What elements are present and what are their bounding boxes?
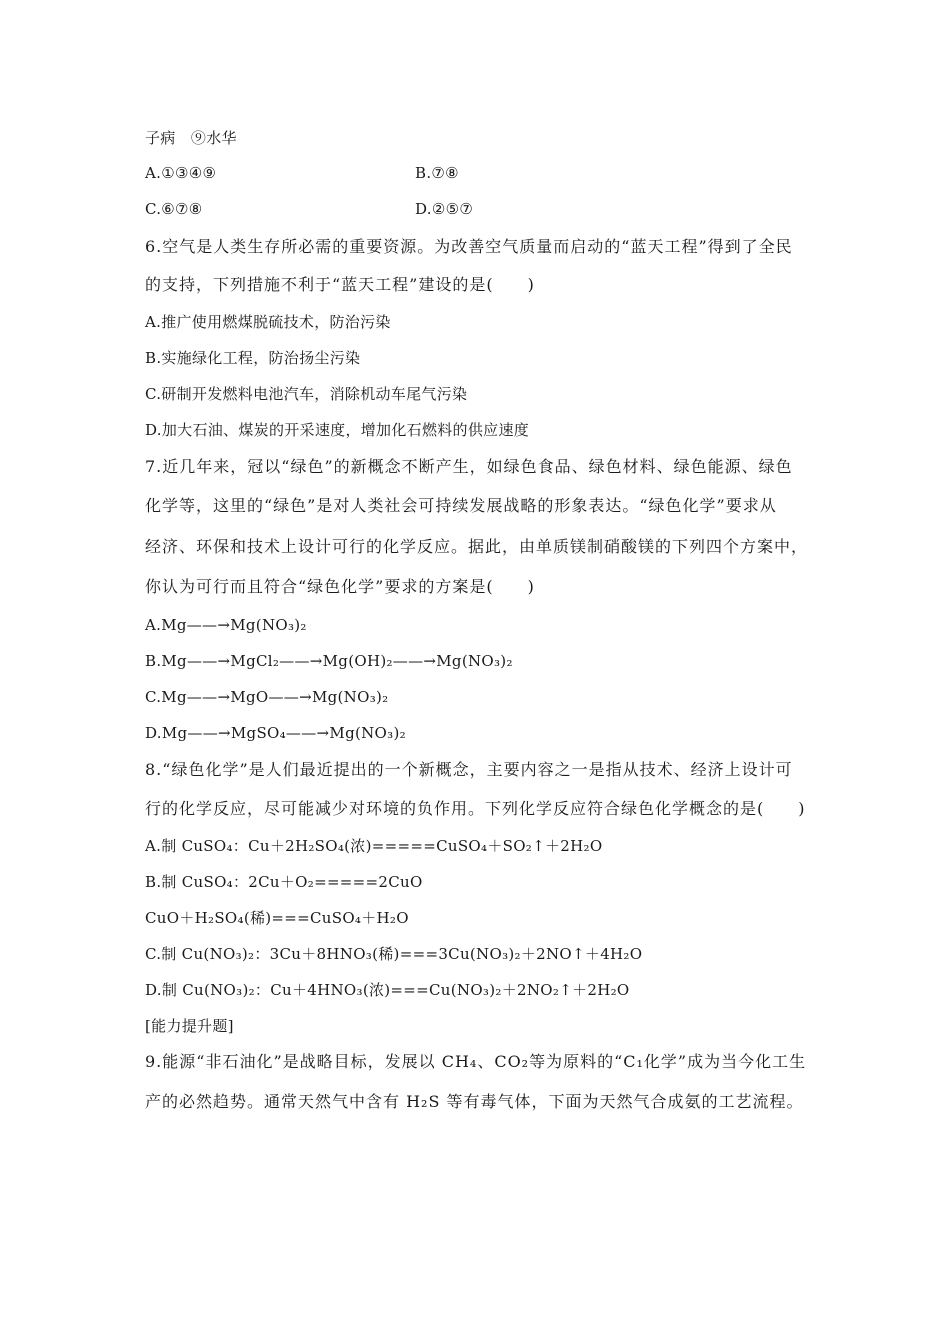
q8-option-c: C.制 Cu(NO₃)₂：3Cu＋8HNO₃(稀)===3Cu(NO₃)₂＋2NO↑＋4H₂O	[145, 945, 643, 963]
q6-option-d: D.加大石油、煤炭的开采速度，增加化石燃料的供应速度	[145, 421, 530, 439]
q5-option-b: B.⑦⑧	[415, 164, 459, 182]
section-heading: [能力提升题]	[145, 1017, 234, 1035]
q5-option-c: C.⑥⑦⑧	[145, 200, 203, 218]
q6-option-c: C.研制开发燃料电池汽车，消除机动车尾气污染	[145, 385, 468, 403]
q7-stem-line-2: 化学等，这里的“绿色”是对人类社会可持续发展战略的形象表达。“绿色化学”要求从	[145, 496, 777, 515]
q7-stem-line-1: 7.近几年来，冠以“绿色”的新概念不断产生，如绿色食品、绿色材料、绿色能源、绿色	[145, 457, 793, 476]
q6-stem-line-2: 的支持，下列措施不利于“蓝天工程”建设的是( )	[145, 275, 535, 294]
q8-stem-line-1: 8.“绿色化学”是人们最近提出的一个新概念，主要内容之一是指从技术、经济上设计可	[145, 760, 793, 779]
q6-option-b: B.实施绿化工程，防治扬尘污染	[145, 349, 361, 367]
q5-option-a: A.①③④⑨	[145, 164, 217, 182]
q8-option-b-line-2: CuO＋H₂SO₄(稀)===CuSO₄＋H₂O	[145, 909, 409, 927]
q5-option-d: D.②⑤⑦	[415, 200, 474, 218]
q9-stem-line-1: 9.能源“非石油化”是战略目标，发展以 CH₄、CO₂等为原料的“C₁化学”成为当今化工生	[145, 1052, 807, 1071]
q7-option-d: D.Mg——→MgSO₄——→Mg(NO₃)₂	[145, 724, 406, 742]
q7-option-a: A.Mg——→Mg(NO₃)₂	[145, 616, 307, 634]
q8-stem-line-2: 行的化学反应，尽可能减少对环境的负作用。下列化学反应符合绿色化学概念的是( )	[145, 799, 806, 818]
q7-stem-line-3: 经济、环保和技术上设计可行的化学反应。据此，由单质镁制硝酸镁的下列四个方案中，	[145, 537, 809, 556]
q8-option-b-line-1: B.制 CuSO₄：2Cu＋O₂=====2CuO	[145, 873, 423, 891]
q8-option-a: A.制 CuSO₄：Cu＋2H₂SO₄(浓)=====CuSO₄＋SO₂↑＋2H₂O	[145, 837, 603, 855]
q9-stem-line-2: 产的必然趋势。通常天然气中含有 H₂S 等有毒气体，下面为天然气合成氨的工艺流程。	[145, 1092, 804, 1111]
q7-stem-line-4: 你认为可行而且符合“绿色化学”要求的方案是( )	[145, 577, 535, 596]
q6-stem-line-1: 6.空气是人类生存所必需的重要资源。为改善空气质量而启动的“蓝天工程”得到了全民	[145, 237, 793, 256]
q8-option-d: D.制 Cu(NO₃)₂：Cu＋4HNO₃(浓)===Cu(NO₃)₂＋2NO₂↑＋2H₂O	[145, 981, 630, 999]
q7-option-b: B.Mg——→MgCl₂——→Mg(OH)₂——→Mg(NO₃)₂	[145, 652, 513, 670]
q7-option-c: C.Mg——→MgO——→Mg(NO₃)₂	[145, 688, 389, 706]
q6-option-a: A.推广使用燃煤脱硫技术，防治污染	[145, 313, 391, 331]
q5-continuation: 子病 ⑨水华	[145, 129, 237, 147]
